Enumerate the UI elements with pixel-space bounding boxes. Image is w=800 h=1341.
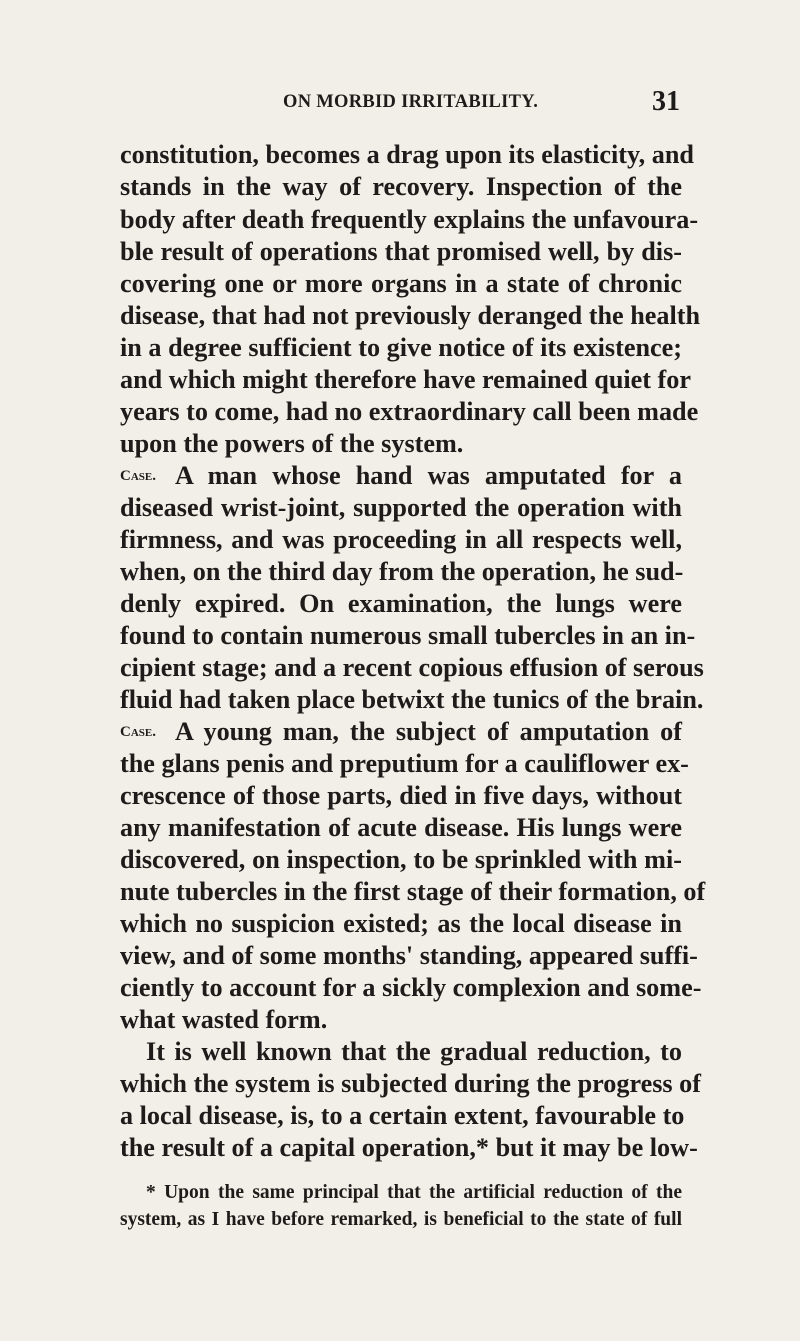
- marginal-note-case: Case.: [120, 724, 156, 740]
- text-line: a local disease, is, to a certain extent, favourable to: [120, 1101, 685, 1130]
- case-first-line: [120, 716, 682, 748]
- text-line: the result of a capital operation,* but it may be low-: [120, 1133, 698, 1162]
- text-line: when, on the third day from the operation, he sud-: [120, 557, 684, 586]
- text-line: It is well known that the gradual reduction, to: [146, 1037, 682, 1066]
- text-line: fluid had taken place betwixt the tunics of the brain.: [120, 685, 704, 714]
- text-line: covering one or more organs in a state of chronic: [120, 269, 682, 298]
- text-line: in a degree sufficient to give notice of its existence;: [120, 333, 682, 362]
- text-line: found to contain numerous small tubercles in an in-: [120, 621, 696, 650]
- text-line: stands in the way of recovery. Inspection of the: [120, 172, 682, 201]
- text-line: the glans penis and preputium for a cauliflower ex-: [120, 749, 689, 778]
- text-line: disease, that had not previously deranged the health: [120, 301, 701, 330]
- text-line: ciently to account for a sickly complexion and some-: [120, 973, 702, 1002]
- text-line: A young man, the subject of amputation of: [175, 717, 682, 746]
- text-line: view, and of some months' standing, appeared suffi-: [120, 941, 698, 970]
- text-line: denly expired. On examination, the lungs were: [120, 589, 682, 618]
- page-number: 31: [652, 86, 680, 117]
- marginal-note-case: Case.: [120, 468, 156, 484]
- text-line: any manifestation of acute disease. His lungs were: [120, 813, 682, 842]
- case-first-line: [120, 460, 682, 492]
- text-line: nute tubercles in the first stage of their formation, of: [120, 877, 706, 906]
- text-line: constitution, becomes a drag upon its elasticity, and: [120, 140, 694, 169]
- text-line: upon the powers of the system.: [120, 429, 464, 458]
- footnote-line: system, as I have before remarked, is beneficial to the state of full: [120, 1209, 682, 1230]
- running-head: [0, 86, 800, 126]
- text-line: which no suspicion existed; as the local disease in: [120, 909, 682, 938]
- text-line: cipient stage; and a recent copious effusion of serous: [120, 653, 704, 682]
- text-line: diseased wrist-joint, supported the operation with: [120, 493, 682, 522]
- text-line: and which might therefore have remained quiet for: [120, 365, 691, 394]
- text-line: which the system is subjected during the progress of: [120, 1069, 701, 1098]
- running-head-title: ON MORBID IRRITABILITY.: [283, 92, 539, 112]
- text-line: discovered, on inspection, to be sprinkled with mi-: [120, 845, 682, 874]
- text-line: years to come, had no extraordinary call been made: [120, 397, 699, 426]
- text-line: A man whose hand was amputated for a: [175, 461, 682, 490]
- text-line: what wasted form.: [120, 1005, 328, 1034]
- footnote-line: * Upon the same principal that the artificial reduction of the: [146, 1182, 682, 1203]
- text-line: crescence of those parts, died in five days, without: [120, 781, 682, 810]
- text-line: firmness, and was proceeding in all respects well,: [120, 525, 682, 554]
- text-line: body after death frequently explains the unfavoura-: [120, 205, 699, 234]
- text-line: ble result of operations that promised well, by dis-: [120, 237, 682, 266]
